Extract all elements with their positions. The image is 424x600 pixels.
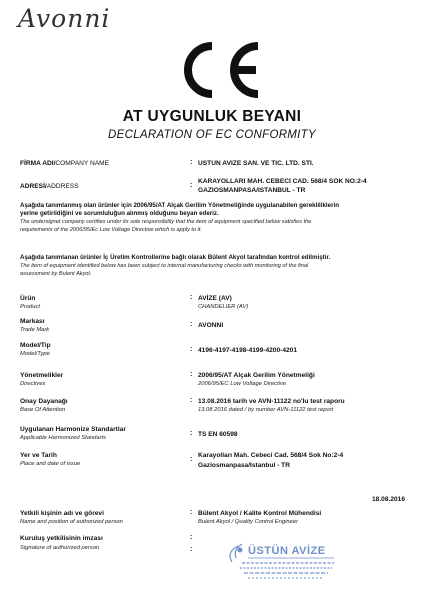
- ce-mark-logo: [172, 40, 264, 100]
- directives-value-tr: 2006/95/AT Alçak Gerilim Yönetmeliği: [198, 372, 315, 379]
- model-label-tr: Model/Tip: [20, 342, 51, 349]
- colon: :: [190, 159, 193, 166]
- statement1-en-line1: The undersignet company certifies under its sole responsibility that the item of equipment specified below satisfies the: [20, 219, 312, 225]
- directives-label-en: Directives: [20, 381, 46, 387]
- statement1-tr-line1: Aşağıda tanımlanmış olan ürünler için 2006/95/AT Alçak Gerilim Yönetmeliğinde uygulanabilen gerekliliklerin: [20, 202, 339, 209]
- company-label: [20, 160, 109, 167]
- address-line2: GAZIOSMANPASA/ISTANBUL - TR: [198, 187, 306, 194]
- place-line1: Karayolları Mah. Cebeci Cad. 568/4 Sok No:2-4: [198, 452, 344, 459]
- company-stamp: [222, 540, 340, 586]
- authorized-label-tr: Yetkili kişinin adı ve görevi: [20, 510, 104, 517]
- stamp-name: ÜSTÜN AVİZE: [248, 545, 326, 557]
- company-label-tr: FİRMA ADI/: [20, 160, 56, 167]
- address-label: [20, 183, 79, 190]
- authorized-label-en: Name and position of authorized person: [20, 519, 123, 525]
- statement2-tr-line1: Aşağıda tanımlanan ürünler İç Üretim Kontrollerine bağlı olarak Bülent Akyol tarafından kontrol edilmiştir.: [20, 254, 331, 261]
- colon: :: [190, 546, 193, 553]
- colon: :: [190, 456, 193, 463]
- trademark-value: AVONNI: [198, 322, 224, 329]
- place-label-tr: Yer ve Tarih: [20, 452, 57, 459]
- colon: :: [190, 321, 193, 328]
- colon: :: [190, 509, 193, 516]
- directives-label-tr: Yönetmelikler: [20, 372, 64, 379]
- signature-label-tr: Kuruluş yetkilisinin imzası: [20, 535, 103, 542]
- colon: :: [190, 294, 193, 301]
- colon: :: [190, 182, 193, 189]
- trademark-label-en: Trade Mark: [20, 327, 50, 333]
- basis-value-en: 13.08.2016 dated / by number AVN-11122 test report: [198, 407, 334, 413]
- product-value-en: CHANDELIER (AV): [198, 304, 249, 310]
- standards-value: TS EN 60598: [198, 431, 238, 438]
- address-line1: KARAYOLLARI MAH. CEBECI CAD. 568/4 SOK NO:2-4: [198, 178, 367, 185]
- address-label-tr: ADRESİ/: [20, 183, 47, 190]
- colon: :: [190, 397, 193, 404]
- statement1-en-line2: requirements of the 2006/95/Ec Low Voltage Directive which is apply to it.: [20, 227, 202, 233]
- document-title: AT UYGUNLUK BEYANI: [122, 108, 302, 125]
- address-label-en: ADDRESS: [46, 183, 79, 190]
- statement2-en-line2: assessment by Bulent Akyol.: [20, 271, 92, 277]
- product-label-en: Product: [20, 304, 40, 310]
- company-value: USTUN AVIZE SAN. VE TIC. LTD. STI.: [198, 160, 314, 167]
- colon: :: [190, 534, 193, 541]
- statement2-en-line1: The item of equipment identified below has been subject to internal manufacturing checks with monitoring of the final: [20, 263, 309, 269]
- place-line2: Gaziosmanpasa/Istanbul - TR: [198, 462, 290, 469]
- signature-label-en: Signature of authorized person: [20, 545, 100, 551]
- authorized-value-tr: Bülent Akyol / Kalite Kontrol Mühendisi: [198, 510, 322, 517]
- product-value-tr: AVİZE (AV): [198, 295, 232, 302]
- place-label-en: Place and date of issue: [20, 461, 81, 467]
- colon: :: [190, 371, 193, 378]
- document-subtitle: DECLARATION OF EC CONFORMITY: [108, 129, 316, 141]
- company-label-en: COMPANY NAME: [55, 160, 110, 167]
- statement1-tr-line2: yerine getirildiğini ve sorumluluğun alınmış olduğunu beyan ederiz.: [20, 210, 219, 217]
- model-value: 4196-4197-4198-4199-4200-4201: [198, 347, 297, 354]
- directives-value-en: 2006/95/EC Low Voltage Directive: [198, 381, 287, 387]
- authorized-value-en: Bulent Akyol / Quality Control Engineer: [198, 519, 298, 525]
- trademark-label-tr: Markası: [20, 318, 45, 325]
- brand-logo: Avonni: [18, 4, 111, 33]
- standards-label-en: Applicable Harmonized Standarts: [20, 435, 107, 441]
- standards-label-tr: Uygulanan Harmonize Standartlar: [20, 426, 126, 433]
- basis-value-tr: 13.08.2016 tarih ve AVN-11122 no'lu test raporu: [198, 398, 345, 405]
- colon: :: [190, 346, 193, 353]
- basis-label-en: Base Of Attention: [20, 407, 66, 413]
- colon: :: [190, 430, 193, 437]
- basis-label-tr: Onay Dayanağı: [20, 398, 68, 405]
- issue-date: 18.08.2016: [372, 496, 406, 503]
- model-label-en: Model/Type: [20, 351, 50, 357]
- product-label-tr: Ürün: [20, 295, 36, 302]
